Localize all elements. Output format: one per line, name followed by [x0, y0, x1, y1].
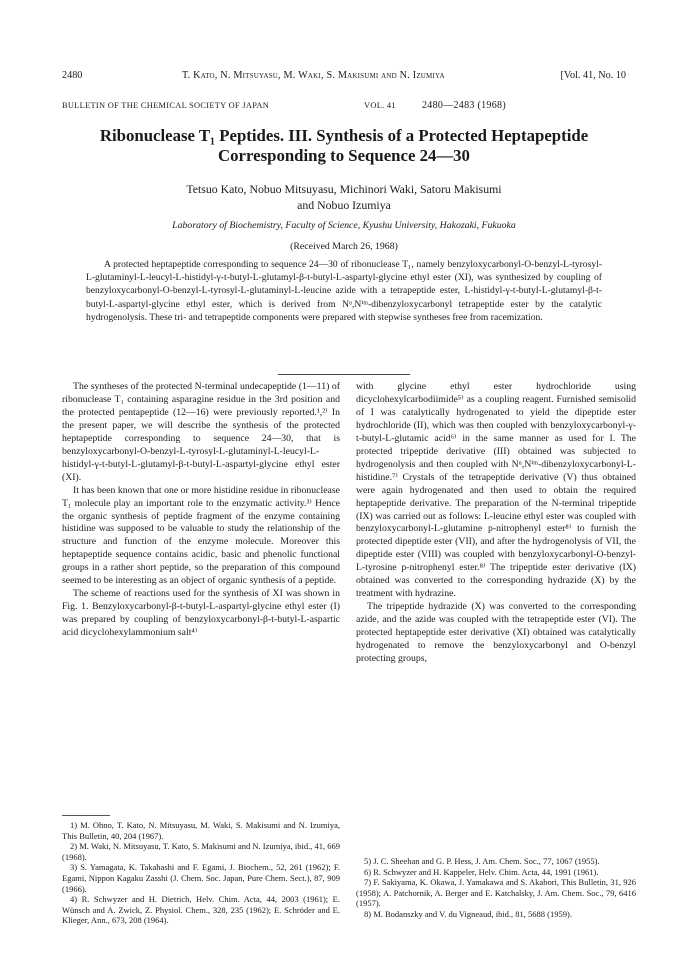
- footnote-divider: [62, 815, 110, 816]
- author-list: [62, 181, 626, 213]
- journal-volume: VOL. 41: [364, 101, 396, 110]
- title-line-2: Corresponding to Sequence 24—30: [218, 146, 470, 165]
- footnote: 6) R. Schwyzer and H. Kappeler, Helv. Chim. Acta, 44, 1991 (1961).: [364, 866, 599, 877]
- article-title: [62, 126, 626, 166]
- footnote: 7) F. Sakiyama, K. Okawa, J. Yamakawa and S. Akabori, This Bulletin, 31, 926 (1958); A. Patchornik, A. Berger and E. Katchalsky, J. Am. Chem. Soc., 79, 6416 (1957).: [356, 877, 636, 909]
- abstract-text: A protected heptapeptide corresponding to sequence 24—30 of ribonuclease T₁, namely benzyloxycarbonyl-O-benzyl-L-tyrosyl-L-glutaminyl-L-leucyl-L-histidyl-γ-t-butyl-L-glutamyl-β-t-butyl-L-aspartyl-glycine ethyl ester (XI), was synthesized by coupling of benzyloxycarbonyl-O-benzyl-L-tyrosyl-L-glutaminyl-L-leucine azide with a tetrapeptide ester, L-histidyl-γ-t-butyl-L-glutamyl-β-t-butyl-L-aspartyl-glycine ethyl ester, which is derived from Nᵅ,Nⁱᵐ-dibenzyloxycarbonyl tetrapeptide ester by the catalytic hydrogenolysis. These tri- and tetrapeptide components were prepared with stepwise syntheses free from racemization.: [86, 259, 602, 323]
- authors-line-1: Tetsuo Kato, Nobuo Mitsuyasu, Michinori Waki, Satoru Makisumi: [186, 182, 502, 196]
- page-number: 2480: [62, 70, 83, 81]
- paragraph: The tripeptide hydrazide (X) was converted to the corresponding azide, and the azide was coupled with the tetrapeptide ester (VI). The protected heptapeptide ester derivative (XI) obtained was catalytically hydrogenated to remove the benzyloxycarbonyl and O-benzyl protecting groups,: [356, 601, 636, 665]
- journal-pages: 2480—2483 (1968): [422, 100, 506, 111]
- section-divider: [278, 374, 410, 375]
- footnote: 2) M. Waki, N. Mitsuyasu, T. Kato, S. Makisumi and N. Izumiya, ibid., 41, 669 (1968).: [62, 841, 340, 862]
- body-column-right: [356, 381, 636, 666]
- journal-name: BULLETIN OF THE CHEMICAL SOCIETY OF JAPAN: [62, 101, 270, 110]
- running-head-authors: T. Kato, N. Mitsuyasu, M. Waki, S. Makisumi and N. Izumiya: [182, 70, 445, 81]
- footnote: 8) M. Bodanszky and V. du Vigneaud, ibid., 81, 5688 (1959).: [364, 908, 572, 919]
- paragraph: It has been known that one or more histidine residue in ribonuclease T₁ molecule play an important role to the enzymatic activity.³⁾ Hence the organic synthesis of peptide fragment of the enzyme containing histidine was supposed to be valuable to study the relationship of the structure and function of the enzyme molecule. Moreover this heptapeptide sequence contains acidic, basic and phenolic functional groups in a rather short peptide, so the preparation of this compound seemed to be interesting as an object of organic synthesis of a peptide.: [62, 484, 340, 587]
- footnotes-left: [62, 820, 340, 926]
- title-line-1: Ribonuclease T₁ Peptides. III. Synthesis of a Protected Heptapeptide: [99, 126, 589, 145]
- affiliation: Laboratory of Biochemistry, Faculty of Science, Kyushu University, Hakozaki, Fukuoka: [172, 220, 516, 231]
- paragraph: The syntheses of the protected N-terminal undecapeptide (1—11) of ribonuclease T₁ containing asparagine residue in the 3rd position and the protected pentapeptide (12—16) were previously reported.¹,²⁾ In the present paper, we will describe the synthesis of the protected heptapeptide corresponding to sequence 24—30, that is benzyloxycarbonyl-O-benzyl-L-tyrosyl-L-glutaminyl-L-leucyl-L-histidyl-γ-t-butyl-L-glutamyl-β-t-butyl-L-aspartyl-glycine ethyl ester (XI).: [62, 381, 340, 483]
- running-head: [62, 70, 626, 84]
- footnotes-right: [356, 856, 636, 920]
- abstract: [86, 258, 602, 324]
- running-head-volume: [Vol. 41, No. 10: [560, 70, 626, 81]
- body-column-left: [62, 381, 340, 640]
- authors-line-2: and Nobuo Izumiya: [297, 198, 391, 212]
- paragraph: with glycine ethyl ester hydrochloride using dicyclohexylcarbodiimide⁵⁾ as a coupling reagent. Furnished semisolid of I was catalytically hydrogenated to yield the dipeptide ester hydrochloride (II), which was then coupled with benzyloxycarbonyl-γ-t-butyl-L-glutamic acid⁶⁾ in the same manner as used for I. The protected tripeptide derivative (III) obtained was subjected to hydrogenolysis and then coupled with Nᵅ,Nⁱᵐ-dibenzyloxycarbonyl-L-histidine.⁷⁾ Crystals of the tetrapeptide derivative (V) thus obtained were again hydrogenated and then used to obtain the required heptapeptide derivative. The preparation of the N-terminal tripeptide (IX) was carried out as follows: L-leucine ethyl ester was coupled with benzyloxycarbonyl-L-glutamine p-nitrophenyl ester⁸⁾ to furnish the protected dipeptide ester (VII), and after the hydrogenolysis of VII, the dipeptide ester (VIII) was coupled with benzyloxycarbonyl-O-benzyl-L-tyrosine p-nitrophenyl ester.⁸⁾ The tripeptide ester derivative (IX) obtained was converted to the corresponding hydrazide (X) by the treatment with hydrazine.: [356, 381, 636, 600]
- paragraph: The scheme of reactions used for the synthesis of XI was shown in Fig. 1. Benzyloxycarbonyl-β-t-butyl-L-aspartyl-glycine ethyl ester (I) was prepared by coupling of benzyloxycarbonyl-β-t-butyl-L-aspartic acid dicyclohexylammonium salt⁴⁾: [62, 588, 340, 639]
- footnote: 1) M. Ohno, T. Kato, N. Mitsuyasu, M. Waki, S. Makisumi and N. Izumiya, This Bulletin, 40, 204 (1967).: [62, 820, 340, 841]
- received-date: (Received March 26, 1968): [290, 241, 398, 252]
- footnote: 4) R. Schwyzer and H. Dietrich, Helv. Chim. Acta, 44, 2003 (1961); E. Wünsch and A. Zwick, Z. Physiol. Chem., 328, 235 (1962); E. Schröder and E. Klieger, Ann., 673, 208 (1964).: [62, 894, 340, 926]
- journal-line: [62, 101, 626, 113]
- footnote: 5) J. C. Sheehan and G. P. Hess, J. Am. Chem. Soc., 77, 1067 (1955).: [364, 856, 600, 866]
- footnote: 3) S. Yamagata, K. Takahashi and F. Egami, J. Biochem., 52, 261 (1962); F. Egami, Nippon Kagaku Zasshi (J. Chem. Soc. Japan, Pure Chem. Sect.), 87, 909 (1966).: [62, 862, 340, 894]
